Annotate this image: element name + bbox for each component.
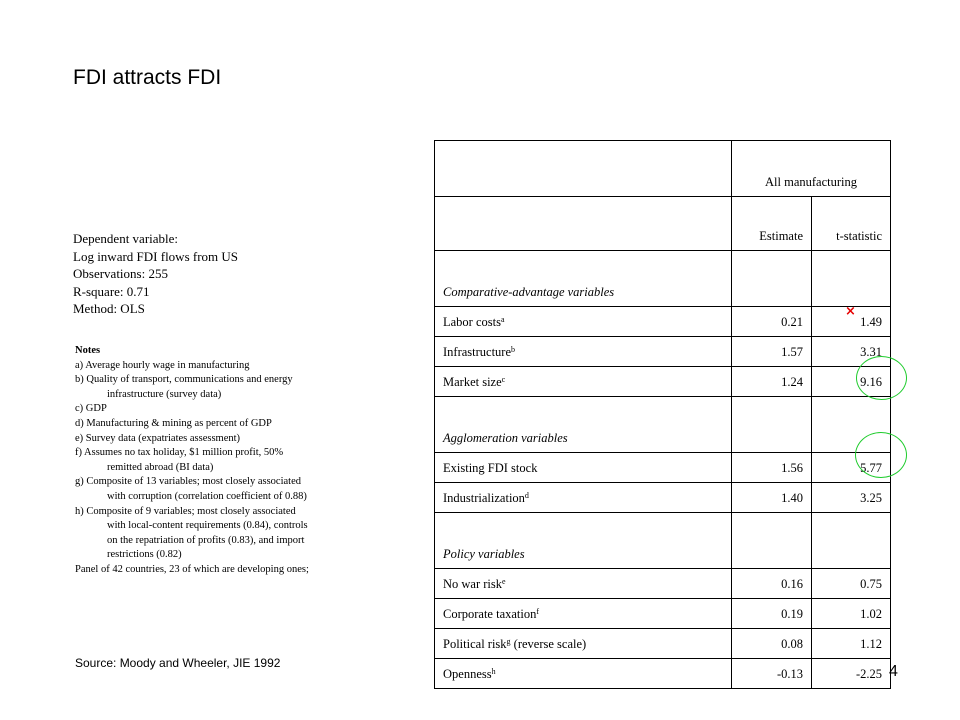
- section-row: [435, 513, 891, 569]
- footnote-marker: h: [491, 667, 496, 676]
- estimate-cell: 0.19: [732, 599, 812, 629]
- regression-info-line: Observations: 255: [73, 266, 168, 281]
- note-line: infrastructure (survey data): [107, 388, 222, 400]
- table-row: [435, 337, 891, 367]
- note-line: g) Composite of 13 variables; most closely associated: [75, 476, 301, 488]
- note-line: a) Average hourly wage in manufacturing: [75, 359, 250, 371]
- variable-name: Openness: [443, 667, 492, 681]
- variable-name-cell: [435, 337, 732, 367]
- group-header: All manufacturing: [732, 141, 891, 197]
- footnote-marker: g: [506, 637, 511, 646]
- slide-title: FDI attracts FDI: [73, 66, 222, 89]
- variable-name: Political risk: [443, 637, 507, 651]
- variable-name: Labor costs: [443, 315, 501, 329]
- table-header-row: [435, 141, 891, 197]
- variable-name-cell: [435, 483, 732, 513]
- variable-name-suffix: (reverse scale): [510, 637, 587, 651]
- section-label: Policy variables: [435, 513, 732, 569]
- tstat-cell: 5.77: [812, 453, 891, 483]
- variable-name: No war risk: [443, 577, 503, 591]
- footnote-marker: b: [511, 345, 516, 354]
- table-row: [435, 599, 891, 629]
- estimate-cell: 0.16: [732, 569, 812, 599]
- section-row: [435, 397, 891, 453]
- regression-info-line: R-square: 0.71: [73, 283, 150, 299]
- estimate-cell: 1.57: [732, 337, 812, 367]
- section-row: [435, 251, 891, 307]
- regression-info: [73, 230, 238, 318]
- tstat-cell: 3.25: [812, 483, 891, 513]
- regression-info-line: Method: OLS: [73, 301, 145, 316]
- estimate-cell: 0.21: [732, 307, 812, 337]
- note-line: f) Assumes no tax holiday, $1 million profit, 50%: [75, 447, 284, 459]
- table-blank-cell: [435, 197, 732, 251]
- note-line: h) Composite of 9 variables; most closely associated: [75, 505, 296, 517]
- regression-info-line: Dependent variable:: [73, 231, 179, 246]
- note-line: remitted abroad (BI data): [107, 461, 214, 473]
- estimate-cell: 0.08: [732, 629, 812, 659]
- cross-mark-icon: ×: [845, 304, 856, 319]
- section-empty-cell: [732, 397, 812, 453]
- variable-name-cell: [435, 367, 732, 397]
- regression-info-line: Log inward FDI flows from US: [73, 248, 239, 264]
- variable-name-cell: [435, 307, 732, 337]
- tstat-cell: 1.12: [812, 629, 891, 659]
- highlight-circle-market-size: [856, 356, 907, 400]
- estimate-cell: 1.40: [732, 483, 812, 513]
- note-line: e) Survey data (expatriates assessment): [75, 432, 241, 444]
- section-empty-cell: [732, 251, 812, 307]
- section-empty-cell: [812, 251, 891, 307]
- section-empty-cell: [812, 513, 891, 569]
- footnote-marker: e: [502, 577, 506, 586]
- variable-name-cell: [435, 453, 732, 483]
- table-row: [435, 483, 891, 513]
- source-citation: Source: Moody and Wheeler, JIE 1992: [75, 656, 281, 670]
- tstat-cell: 3.31: [812, 337, 891, 367]
- footnote-marker: c: [501, 375, 506, 384]
- table-subheader-row: [435, 197, 891, 251]
- variable-name: Market size: [443, 375, 502, 389]
- notes-block: [75, 344, 309, 578]
- highlight-circle-existing-fdi: [855, 432, 907, 478]
- variable-name: Corporate taxation: [443, 607, 537, 621]
- estimate-cell: -0.13: [732, 659, 812, 689]
- variable-name: Infrastructure: [443, 345, 512, 359]
- variable-name: Industrialization: [443, 491, 525, 505]
- notes-heading: Notes: [75, 345, 101, 356]
- table-row: [435, 569, 891, 599]
- section-label: Agglomeration variables: [435, 397, 732, 453]
- table-row: [435, 367, 891, 397]
- table-row: [435, 629, 891, 659]
- table-row: [435, 453, 891, 483]
- tstat-cell: 0.75: [812, 569, 891, 599]
- variable-name: Existing FDI stock: [443, 461, 538, 475]
- note-line: b) Quality of transport, communications and energy: [75, 374, 293, 386]
- note-line: on the repatriation of profits (0.83), and import: [107, 534, 305, 546]
- tstat-cell: 9.16: [812, 367, 891, 397]
- note-line: Panel of 42 countries, 23 of which are developing ones;: [75, 563, 309, 575]
- variable-name-cell: [435, 599, 732, 629]
- note-line: c) GDP: [75, 403, 107, 415]
- footnote-marker: a: [500, 315, 505, 324]
- estimate-cell: 1.56: [732, 453, 812, 483]
- section-label: Comparative-advantage variables: [435, 251, 732, 307]
- table-row: [435, 307, 891, 337]
- note-line: with corruption (correlation coefficient of 0.88): [107, 490, 307, 502]
- variable-name-cell: [435, 569, 732, 599]
- footnote-marker: f: [536, 607, 540, 616]
- col-estimate-header: Estimate: [732, 197, 812, 251]
- tstat-cell: 1.49: [812, 307, 891, 337]
- footnote-marker: d: [524, 491, 529, 500]
- variable-name-cell: [435, 659, 732, 689]
- note-line: with local-content requirements (0.84), controls: [107, 520, 308, 532]
- table-row: [435, 659, 891, 689]
- col-tstat-header: t-statistic: [812, 197, 891, 251]
- tstat-cell: -2.25: [812, 659, 891, 689]
- note-line: restrictions (0.82): [107, 549, 182, 561]
- table-corner-cell: [435, 141, 732, 197]
- tstat-cell: 1.02: [812, 599, 891, 629]
- variable-name-cell: [435, 629, 732, 659]
- regression-table: [434, 140, 891, 689]
- estimate-cell: 1.24: [732, 367, 812, 397]
- section-empty-cell: [732, 513, 812, 569]
- page-number: 4: [889, 663, 898, 680]
- note-line: d) Manufacturing & mining as percent of GDP: [75, 417, 272, 429]
